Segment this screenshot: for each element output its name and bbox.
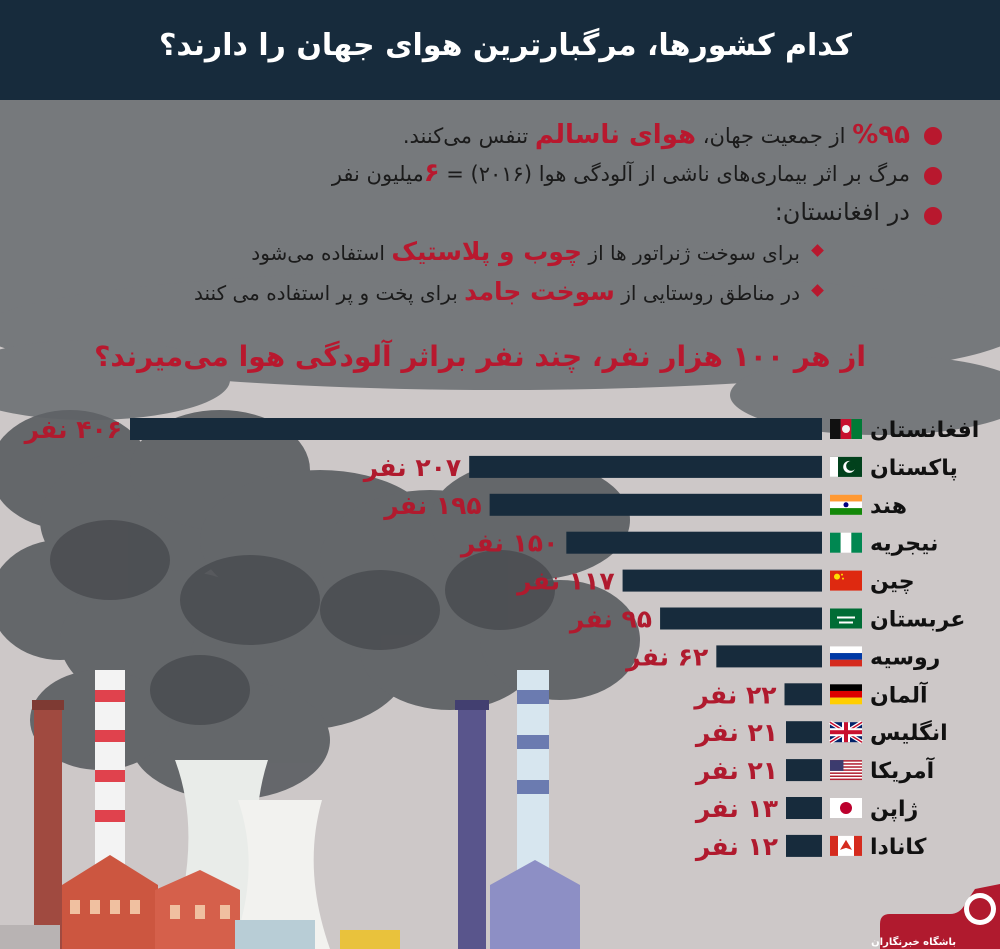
point-highlight: سوخت جامد bbox=[464, 277, 615, 306]
flag-saudi-arabia-icon bbox=[830, 609, 862, 629]
flag-part bbox=[830, 836, 838, 856]
country-label-1: افغانستان bbox=[870, 418, 980, 443]
bar-12 bbox=[786, 835, 822, 857]
point-text: در مناطق روستایی از bbox=[614, 281, 800, 305]
fact-text-end: میلیون نفر bbox=[331, 162, 424, 186]
value-label-2: ۲۰۷ نفر bbox=[363, 452, 462, 482]
flag-part bbox=[830, 646, 862, 653]
country-label-4: نیجریه bbox=[870, 531, 939, 557]
flag-part bbox=[839, 622, 853, 624]
flag-germany-icon bbox=[830, 684, 862, 704]
flag-part bbox=[830, 691, 862, 698]
flag-part bbox=[842, 425, 850, 433]
value-label-8: ۲۲ نفر bbox=[694, 680, 777, 710]
flag-china-icon bbox=[830, 571, 862, 591]
flag-japan-icon bbox=[830, 798, 862, 818]
value-label-4: ۱۵۰ نفر bbox=[460, 528, 559, 558]
flag-canada-icon bbox=[830, 836, 862, 856]
flag-uk-icon bbox=[830, 722, 862, 742]
flag-part bbox=[830, 508, 862, 515]
country-label-2: پاکستان bbox=[870, 455, 958, 481]
flag-part bbox=[842, 578, 844, 580]
bar-2 bbox=[469, 456, 822, 478]
bar-7 bbox=[716, 645, 822, 667]
bar-10 bbox=[786, 759, 822, 781]
flag-part bbox=[830, 684, 862, 691]
flag-part bbox=[830, 653, 862, 660]
fact-text: از جمعیت جهان، bbox=[696, 124, 853, 148]
flag-india-icon bbox=[830, 495, 862, 515]
fact-text-end: تنفس می‌کنند. bbox=[402, 124, 535, 148]
fact-text: مرگ بر اثر بیماری‌های ناشی از آلودگی هوا (۲۰۱۶) = bbox=[439, 162, 910, 186]
flag-part bbox=[830, 660, 862, 667]
point-text-end: استفاده می‌شود bbox=[251, 241, 392, 265]
brand-logo-text: باشگاه خبرنگاران bbox=[871, 937, 956, 948]
flag-usa-icon bbox=[830, 760, 862, 780]
flag-part bbox=[830, 760, 843, 771]
country-label-3: هند bbox=[870, 493, 907, 519]
flag-part bbox=[844, 502, 849, 507]
bar-4 bbox=[566, 532, 822, 554]
country-label-10: آمریکا bbox=[870, 759, 935, 785]
point-text: برای سوخت ژنراتور ها از bbox=[582, 241, 800, 265]
chart-title: از هر ۱۰۰ هزار نفر، چند نفر براثر آلودگی هوا می‌میرند؟ bbox=[94, 340, 866, 373]
bar-5 bbox=[623, 570, 822, 592]
country-label-5: چین bbox=[870, 569, 915, 595]
value-label-1: ۴۰۶ نفر bbox=[24, 415, 122, 444]
flag-part bbox=[851, 533, 862, 553]
country-label-11: ژاپن bbox=[870, 797, 919, 822]
flag-part bbox=[834, 574, 840, 580]
fact-text: در افغانستان: bbox=[774, 198, 910, 226]
point-highlight: چوب و پلاستیک bbox=[391, 237, 583, 266]
bar-11 bbox=[786, 797, 822, 819]
flag-part bbox=[830, 772, 862, 774]
flag-part bbox=[841, 574, 843, 576]
country-label-6: عربستان bbox=[870, 607, 966, 633]
flag-part bbox=[830, 730, 862, 734]
flag-part bbox=[841, 533, 852, 553]
flag-part bbox=[854, 836, 862, 856]
flag-part bbox=[830, 495, 862, 502]
flag-part bbox=[830, 698, 862, 705]
flag-part bbox=[830, 419, 841, 439]
page-title: کدام کشورها، مرگبارترین هوای جهان را دارند؟ bbox=[158, 28, 852, 63]
bar-3 bbox=[490, 494, 822, 516]
flag-part bbox=[846, 461, 856, 471]
bar-6 bbox=[660, 608, 822, 630]
fact-highlight: هوای ناسالم bbox=[534, 120, 697, 150]
flag-russia-icon bbox=[830, 646, 862, 666]
flag-afghanistan-icon bbox=[830, 419, 862, 439]
country-label-12: کانادا bbox=[870, 834, 927, 860]
value-label-6: ۹۵ نفر bbox=[569, 604, 653, 634]
value-label-11: ۱۳ نفر bbox=[695, 794, 778, 823]
bar-1 bbox=[130, 418, 822, 440]
flag-part bbox=[830, 779, 862, 781]
point-text-end: برای پخت و پر استفاده می کنند bbox=[194, 281, 465, 305]
flag-part bbox=[830, 775, 862, 777]
flag-part bbox=[840, 802, 852, 814]
value-label-10: ۲۱ نفر bbox=[695, 756, 778, 786]
bar-8 bbox=[785, 683, 822, 705]
fact-highlight: ۶ bbox=[423, 158, 440, 188]
flag-part bbox=[830, 457, 838, 477]
flag-part bbox=[830, 571, 862, 591]
flag-part bbox=[837, 617, 855, 619]
value-label-9: ۲۱ نفر bbox=[695, 718, 778, 748]
fact-percent: %۹۵ bbox=[852, 120, 910, 150]
value-label-5: ۱۱۷ نفر bbox=[517, 566, 615, 596]
flag-part bbox=[851, 419, 862, 439]
country-label-9: انگلیس bbox=[870, 721, 948, 747]
flag-pakistan-icon bbox=[830, 457, 862, 477]
country-label-8: آلمان bbox=[870, 683, 928, 709]
value-label-3: ۱۹۵ نفر bbox=[384, 490, 482, 520]
value-label-7: ۶۲ نفر bbox=[626, 642, 709, 672]
value-label-12: ۱۲ نفر bbox=[695, 831, 778, 861]
flag-part bbox=[830, 533, 841, 553]
country-label-7: روسیه bbox=[870, 645, 941, 671]
flag-nigeria-icon bbox=[830, 533, 862, 553]
bar-9 bbox=[786, 721, 822, 743]
